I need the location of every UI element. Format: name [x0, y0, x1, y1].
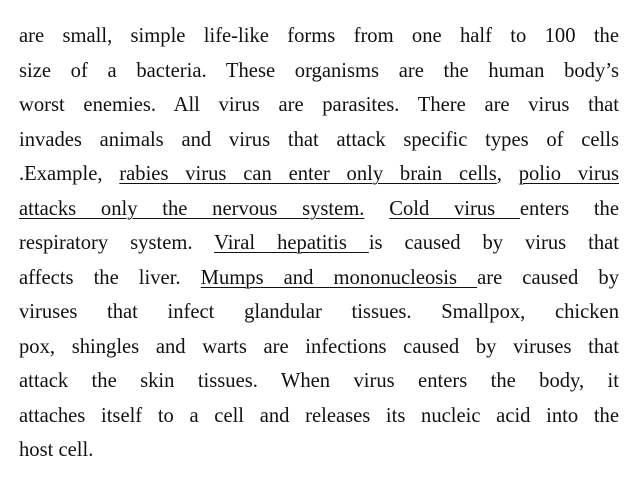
text-line	[19, 295, 619, 330]
text-run: respiratory system.	[19, 232, 215, 254]
text-line	[19, 123, 619, 158]
text-line	[19, 19, 619, 54]
document-page	[19, 19, 619, 468]
text-line	[19, 88, 619, 123]
text-run: size of a bacteria. These organisms are the human body’s	[19, 59, 619, 82]
text-line	[19, 192, 619, 227]
text-run: host cell.	[19, 439, 94, 461]
text-line	[19, 399, 619, 434]
body-paragraph	[19, 19, 619, 468]
text-run	[364, 198, 389, 220]
text-run: worst enemies. All virus are parasites. There are virus that	[19, 94, 619, 116]
text-run: are small, simple life-like forms from one half to 100 the	[19, 25, 619, 47]
text-line	[19, 330, 619, 365]
text-line	[19, 261, 619, 296]
underlined-phrase: Viral hepatitis	[214, 232, 369, 254]
text-line	[19, 226, 619, 261]
text-run: ,	[496, 163, 519, 185]
text-line	[19, 364, 619, 399]
text-line	[19, 157, 619, 192]
text-run: is caused by virus that	[368, 232, 619, 254]
text-run: invades animals and virus that attack specific types of cells	[19, 128, 619, 151]
text-run: .Example,	[19, 163, 120, 185]
underlined-phrase: attacks only the nervous system.	[19, 197, 365, 220]
text-run: pox, shingles and warts are infections caused by viruses that	[19, 335, 619, 358]
text-run: attack the skin tissues. When virus enters the body, it	[19, 370, 619, 392]
underlined-phrase: polio virus	[518, 163, 619, 185]
text-run: enters the	[519, 197, 619, 220]
text-line	[19, 54, 619, 89]
text-run: affects the liver.	[19, 266, 201, 289]
text-line	[19, 433, 619, 468]
underlined-phrase: rabies virus can enter only brain cells	[119, 163, 497, 185]
text-run: attaches itself to a cell and releases its nucleic acid into the	[19, 404, 619, 427]
text-run: viruses that infect glandular tissues. Smallpox, chicken	[19, 301, 619, 323]
text-run: are caused by	[477, 266, 619, 289]
underlined-phrase: Mumps and mononucleosis	[200, 266, 478, 289]
underlined-phrase: Cold virus	[389, 197, 520, 220]
